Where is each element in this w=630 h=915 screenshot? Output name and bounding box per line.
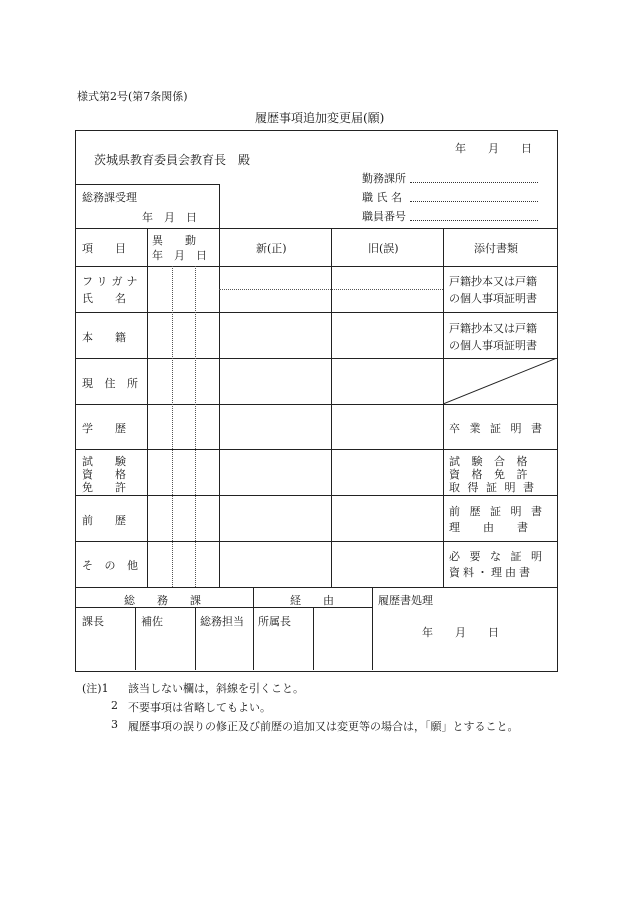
row-education-label: 学 歴 — [82, 422, 126, 435]
form-title: 履歴事項追加変更届(願) — [255, 111, 385, 125]
grid-line — [219, 228, 220, 587]
grid-line — [75, 587, 557, 588]
note-2-text: 不要事項は省略してもよい。 — [128, 701, 271, 714]
grid-line — [443, 228, 444, 587]
row-honseki-attach-1: 戸籍抄本又は戸籍 — [449, 322, 537, 335]
note-2-num: 2 — [111, 699, 118, 712]
name-field[interactable] — [410, 201, 538, 202]
footer-line — [195, 607, 196, 670]
col-change-top: 異 動 — [152, 234, 196, 247]
grid-line — [147, 228, 148, 587]
col-old: 旧(誤) — [368, 242, 399, 255]
form-number: 様式第2号(第7条関係) — [77, 90, 188, 103]
note-3-text: 履歴事項の誤りの修正及び前歴の追加又は変更等の場合は，「願」とすること。 — [128, 720, 519, 733]
note-1-num: (注)1 — [82, 682, 109, 695]
address-diagonal — [443, 358, 557, 404]
staffno-field[interactable] — [410, 220, 538, 221]
row-exam-label: 試 験 — [82, 455, 126, 468]
row-education-attach: 卒 業 証 明 書 — [449, 422, 545, 435]
row-honseki-label: 本 籍 — [82, 331, 126, 344]
footer-kacho: 課長 — [82, 615, 104, 628]
footer-date[interactable]: 年 月 日 — [422, 626, 499, 639]
col-item: 項 目 — [82, 242, 126, 255]
name-label: 職 氏 名 — [362, 191, 402, 204]
footer-soumu-header: 総 務 課 — [124, 594, 201, 607]
receipt-label: 総務課受理 — [82, 191, 137, 204]
footer-keiyu-header: 経 由 — [290, 594, 334, 607]
row-other-attach-2: 資料・理由書 — [449, 566, 533, 579]
row-furigana-label: フリガナ — [82, 275, 142, 288]
note-3-num: 3 — [111, 718, 118, 731]
row-career-label: 前 歴 — [82, 514, 126, 527]
row-license-label: 免 許 — [82, 481, 126, 494]
row-honseki-attach-2: の個人事項証明書 — [449, 339, 537, 352]
footer-tanto: 総務担当 — [200, 615, 244, 628]
grid-dotted-line — [172, 266, 173, 587]
row-address-label: 現 住 所 — [82, 377, 142, 390]
receipt-box-right — [219, 184, 220, 228]
footer-line — [253, 587, 254, 670]
footer-rireki-label: 履歴書処理 — [378, 594, 433, 607]
grid-line — [331, 228, 332, 587]
submit-date[interactable]: 年 月 日 — [455, 142, 532, 155]
row-other-attach-1: 必 要 な 証 明 — [449, 550, 545, 563]
row-qualification-label: 資 格 — [82, 468, 126, 481]
receipt-box-top — [75, 184, 219, 185]
furigana-divider — [219, 289, 443, 290]
footer-hosa: 補佐 — [141, 615, 163, 628]
footer-line — [372, 587, 373, 670]
col-attach: 添付書類 — [474, 242, 518, 255]
staffno-label: 職員番号 — [362, 210, 406, 223]
addressee: 茨城県教育委員会教育長 殿 — [94, 153, 251, 167]
grid-dotted-line — [195, 266, 196, 587]
row-name-label: 氏 名 — [82, 292, 126, 305]
col-change-bottom: 年 月 日 — [152, 249, 207, 262]
row-exam-attach-2: 資 格 免 許 — [449, 468, 532, 481]
footer-line — [135, 607, 136, 670]
row-career-attach-1: 前 歴 証 明 書 — [449, 505, 545, 518]
footer-shozoku: 所属長 — [258, 615, 291, 628]
row-exam-attach-3: 取 得 証 明 書 — [449, 481, 536, 494]
row-other-label: そ の 他 — [82, 559, 142, 572]
receipt-date[interactable]: 年 月 日 — [142, 211, 197, 224]
col-new: 新(正) — [256, 242, 287, 255]
row-name-attach-2: の個人事項証明書 — [449, 292, 537, 305]
footer-line — [313, 607, 314, 670]
row-exam-attach-1: 試 験 合 格 — [449, 455, 532, 468]
dept-field[interactable] — [410, 182, 538, 183]
note-1-text: 該当しない欄は，斜線を引くこと。 — [128, 682, 304, 695]
row-name-attach-1: 戸籍抄本又は戸籍 — [449, 275, 537, 288]
dept-label: 勤務課所 — [362, 172, 406, 185]
row-career-attach-2: 理 由 書 — [449, 521, 534, 534]
